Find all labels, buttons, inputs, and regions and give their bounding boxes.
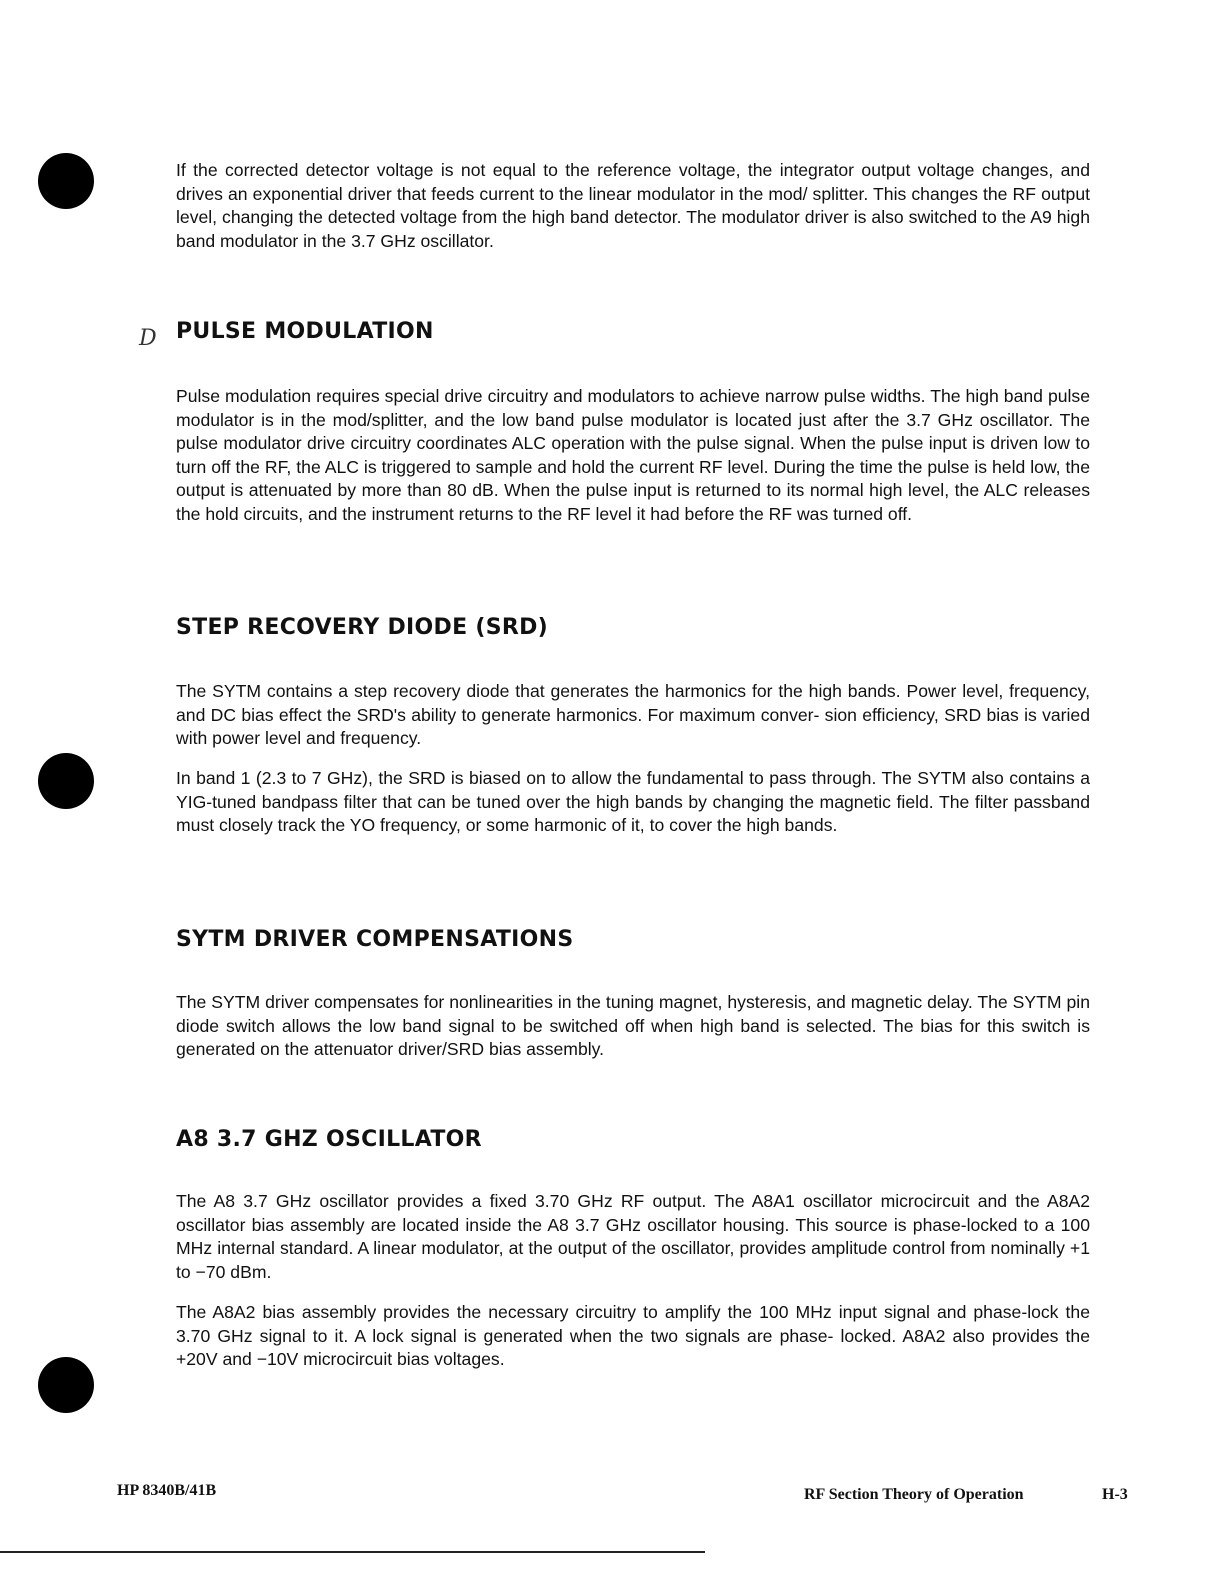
footer-rule [0, 1551, 705, 1553]
binder-hole-top [38, 153, 94, 209]
heading-step-recovery-diode: STEP RECOVERY DIODE (SRD) [176, 615, 549, 640]
paragraph-pulse-modulation: Pulse modulation requires special drive circuitry and modulators to achieve narrow pulse widths. The high band pulse modulator is in the mod/splitter, and the low band pulse modulator is located just after the 3.7 GHz oscillator. The pulse modulator drive circuitry coordinates ALC operation with the pulse signal. When the pulse input is driven low to turn off the RF, the ALC is triggered to sample and hold the current RF level. During the time the pulse is held low, the output is attenuated by more than 80 dB. When the pulse input is returned to its normal high level, the ALC releases the hold circuits, and the instrument returns to the RF level it had before the RF was turned off. [176, 386, 1090, 524]
heading-pulse-modulation: PULSE MODULATION [176, 319, 434, 344]
paragraph-a8a2-bias: The A8A2 bias assembly provides the necessary circuitry to amplify the 100 MHz input signal and phase-lock the 3.70 GHz signal to it. A lock signal is generated when the two signals are phase- locked. A8A2 also provides the +20V and −10V microcircuit bias voltages. [176, 1302, 1090, 1370]
binder-hole-bottom [38, 1357, 94, 1413]
paragraph-sytm-driver: The SYTM driver compensates for nonlinearities in the tuning magnet, hysteresis, and magnetic delay. The SYTM pin diode switch allows the low band signal to be switched off when high band is selected. The bias for this switch is generated on the attenuator driver/SRD bias assembly. [176, 992, 1090, 1060]
binder-hole-middle [38, 753, 94, 809]
heading-a8-oscillator: A8 3.7 GHZ OSCILLATOR [176, 1127, 482, 1152]
paragraph-integrator-output: If the corrected detector voltage is not equal to the reference voltage, the integrator output voltage changes, and drives an exponential driver that feeds current to the linear modulator in the mod/ splitter. This changes the RF output level, changing the detected voltage from the high band detector. The modulator driver is also switched to the A9 high band modulator in the 3.7 GHz oscillator. [176, 160, 1090, 251]
heading-sytm-driver: SYTM DRIVER COMPENSATIONS [176, 927, 574, 952]
footer-section-title: RF Section Theory of Operation [804, 1486, 1024, 1503]
footer-model-number: HP 8340B/41B [117, 1482, 217, 1499]
margin-handwritten-mark: D [139, 326, 157, 351]
paragraph-a8-oscillator: The A8 3.7 GHz oscillator provides a fixed 3.70 GHz RF output. The A8A1 oscillator microcircuit and the A8A2 oscillator bias assembly are located inside the A8 3.7 GHz oscillator housing. This source is phase-locked to a 100 MHz internal standard. A linear modulator, at the output of the oscillator, provides amplitude control from nominally +1 to −70 dBm. [176, 1191, 1090, 1282]
footer-page-number: H-3 [1102, 1486, 1128, 1503]
paragraph-srd-band1: In band 1 (2.3 to 7 GHz), the SRD is biased on to allow the fundamental to pass through. The SYTM also contains a YIG-tuned bandpass filter that can be tuned over the high bands by changing the magnetic field. The filter passband must closely track the YO frequency, or some harmonic of it, to cover the high bands. [176, 768, 1090, 836]
paragraph-srd-harmonics: The SYTM contains a step recovery diode that generates the harmonics for the high bands. Power level, frequency, and DC bias effect the SRD's ability to generate harmonics. For maximum conver- sion efficiency, SRD bias is varied with power level and frequency. [176, 681, 1090, 749]
